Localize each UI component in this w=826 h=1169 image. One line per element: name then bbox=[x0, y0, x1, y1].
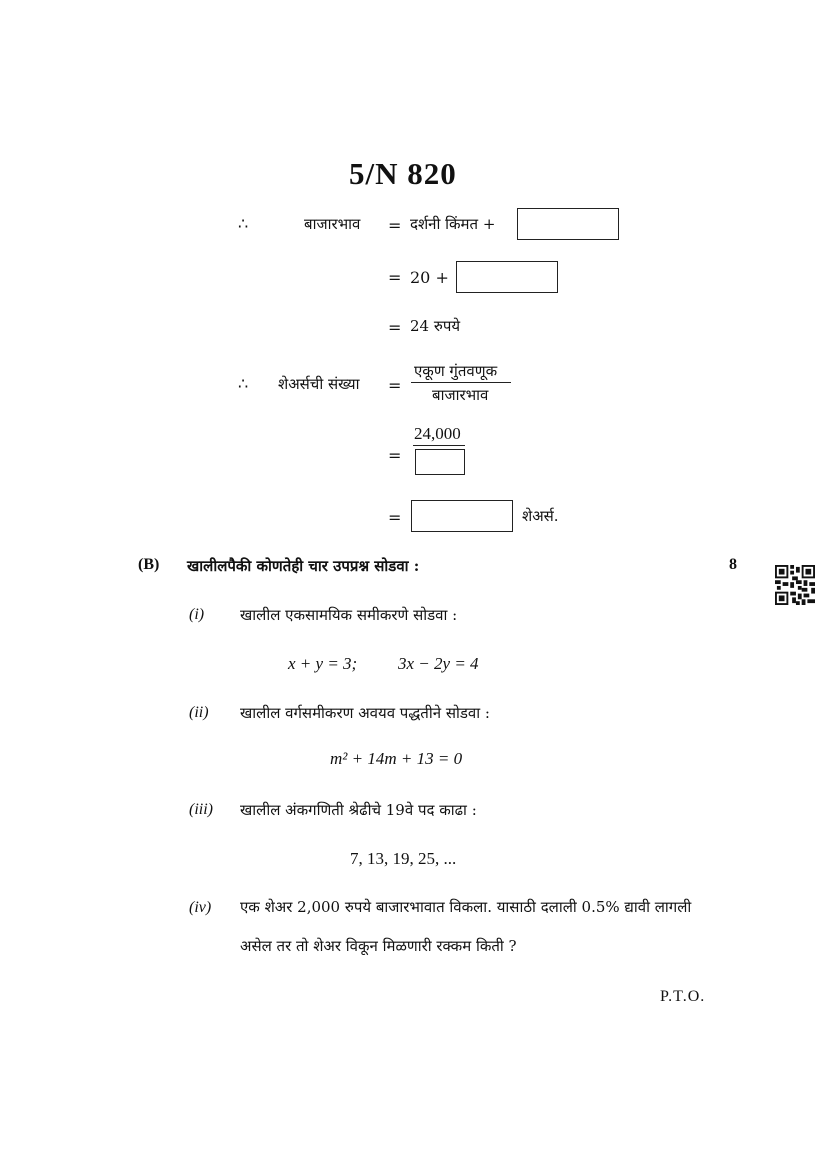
answer-box-2[interactable] bbox=[456, 261, 558, 293]
question-ii-number: (ii) bbox=[189, 704, 209, 721]
question-iii-number: (iii) bbox=[189, 801, 213, 818]
therefore-symbol-2: ∴ bbox=[238, 374, 249, 393]
question-i-text: खालील एकसामयिक समीकरणे सोडवा : bbox=[240, 606, 458, 624]
answer-box-3[interactable] bbox=[415, 449, 465, 475]
question-ii-text: खालील वर्गसमीकरण अवयव पद्धतीने सोडवा : bbox=[240, 704, 490, 722]
total-investment-numerator: एकूण गुंतवणूक bbox=[414, 362, 498, 380]
section-b-instruction: खालीलपैकी कोणतेही चार उपप्रश्न सोडवा : bbox=[187, 557, 420, 575]
page-title: 5/N 820 bbox=[349, 156, 457, 191]
question-i-equation-2: 3x − 2y = 4 bbox=[398, 654, 479, 673]
shares-unit: शेअर्स. bbox=[522, 507, 559, 525]
fraction-line-2 bbox=[413, 445, 465, 446]
question-i-number: (i) bbox=[189, 606, 205, 623]
question-iii-sequence: 7, 13, 19, 25, ... bbox=[350, 849, 457, 868]
twenty-plus: 20 + bbox=[410, 268, 449, 287]
equals-sign-5: = bbox=[388, 446, 402, 465]
market-price-label: बाजारभाव bbox=[304, 215, 361, 233]
question-iv-number: (iv) bbox=[189, 899, 212, 916]
section-b-marks: 8 bbox=[729, 556, 737, 573]
question-i-equation-1: x + y = 3; bbox=[288, 654, 358, 673]
face-value-plus: दर्शनी किंमत + bbox=[410, 215, 496, 233]
investment-amount: 24,000 bbox=[414, 424, 461, 443]
qr-code-icon bbox=[775, 565, 815, 605]
equals-sign-1: = bbox=[388, 216, 402, 235]
pto-footer: P.T.O. bbox=[660, 988, 706, 1005]
question-iv-text-line-1: एक शेअर 2,000 रुपये बाजारभावात विकला. यासाठी दलाली 0.5% द्यावी लागली bbox=[240, 898, 692, 916]
twenty-four-rupees: 24 रुपये bbox=[410, 317, 461, 335]
section-b-label: (B) bbox=[138, 556, 160, 573]
fraction-line-1 bbox=[411, 382, 511, 383]
therefore-symbol: ∴ bbox=[238, 214, 249, 233]
equals-sign-4: = bbox=[388, 376, 402, 395]
equals-sign-2: = bbox=[388, 268, 402, 287]
answer-box-4[interactable] bbox=[411, 500, 513, 532]
question-iv-text-line-2: असेल तर तो शेअर विकून मिळणारी रक्कम किती ? bbox=[240, 937, 517, 955]
equals-sign-6: = bbox=[388, 508, 402, 527]
answer-box-1[interactable] bbox=[517, 208, 619, 240]
question-iii-text: खालील अंकगणिती श्रेढीचे 19वे पद काढा : bbox=[240, 801, 477, 819]
number-of-shares-label: शेअर्सची संख्या bbox=[278, 375, 360, 393]
market-price-denominator: बाजारभाव bbox=[432, 386, 489, 404]
equals-sign-3: = bbox=[388, 318, 402, 337]
question-ii-equation: m² + 14m + 13 = 0 bbox=[330, 749, 463, 768]
